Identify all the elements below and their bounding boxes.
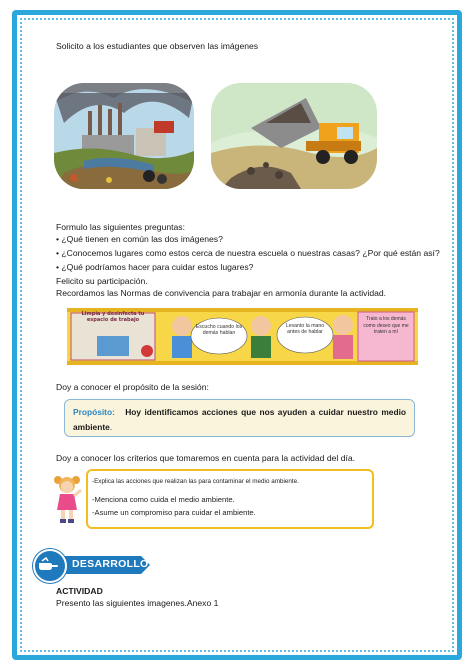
banner-sign-listen: Escucho cuando los demás hablan bbox=[195, 324, 243, 337]
criteria-box bbox=[86, 469, 374, 529]
question-2: • ¿Conocemos lugares como estos cerca de nuestra escuela o nuestras casas? ¿Por qué están así? bbox=[56, 248, 440, 258]
congrats-text: Felicito su participación. bbox=[56, 276, 148, 286]
activity-text: Presento las siguientes imagenes.Anexo 1 bbox=[56, 598, 219, 608]
criteria-item-3: -Asume un compromiso para cuidar el ambiente. bbox=[92, 508, 256, 517]
purpose-intro: Doy a conocer el propósito de la sesión: bbox=[56, 382, 209, 392]
intro-text: Solicito a los estudiantes que observen las imágenes bbox=[56, 41, 259, 51]
banner-sign-clean: Limpia y desinfecta tu espacio de trabajo bbox=[81, 311, 145, 323]
pointing-hand-icon bbox=[37, 555, 59, 578]
banner-sign-raise-hand: Levanto la mano antes de hablar bbox=[285, 323, 325, 336]
purpose-text: Hoy identificamos acciones que nos ayuden a cuidar nuestro medio ambiente bbox=[73, 407, 407, 432]
banner-sign-respect: Trato a los demás como deseo que me traten a mí bbox=[363, 316, 409, 335]
truck-dumping-image bbox=[211, 83, 377, 189]
questions-heading: Formulo las siguientes preguntas: bbox=[56, 222, 185, 232]
norms-banner bbox=[67, 308, 418, 365]
section-title: DESARROLLO bbox=[72, 558, 149, 570]
criteria-item-1: -Explica las acciones que realizan las para contaminar el medio ambiente. bbox=[92, 478, 299, 485]
criteria-intro: Doy a conocer los criterios que tomaremos en cuenta para la actividad del día. bbox=[56, 453, 356, 463]
girl-illustration bbox=[52, 474, 82, 524]
purpose-box: Propósito: Hoy identificamos acciones que nos ayuden a cuidar nuestro medio ambiente. bbox=[64, 399, 415, 437]
question-1: • ¿Qué tienen en común las dos imágenes? bbox=[56, 234, 223, 244]
pollution-image bbox=[54, 83, 194, 189]
activity-heading: ACTIVIDAD bbox=[56, 586, 103, 596]
question-3: • ¿Qué podríamos hacer para cuidar estos lugares? bbox=[56, 262, 254, 272]
criteria-item-2: -Menciona como cuida el medio ambiente. bbox=[92, 495, 235, 504]
purpose-label: Propósito: bbox=[73, 407, 115, 417]
norms-text: Recordamos las Normas de convivencia para trabajar en armonía durante la actividad. bbox=[56, 288, 387, 298]
